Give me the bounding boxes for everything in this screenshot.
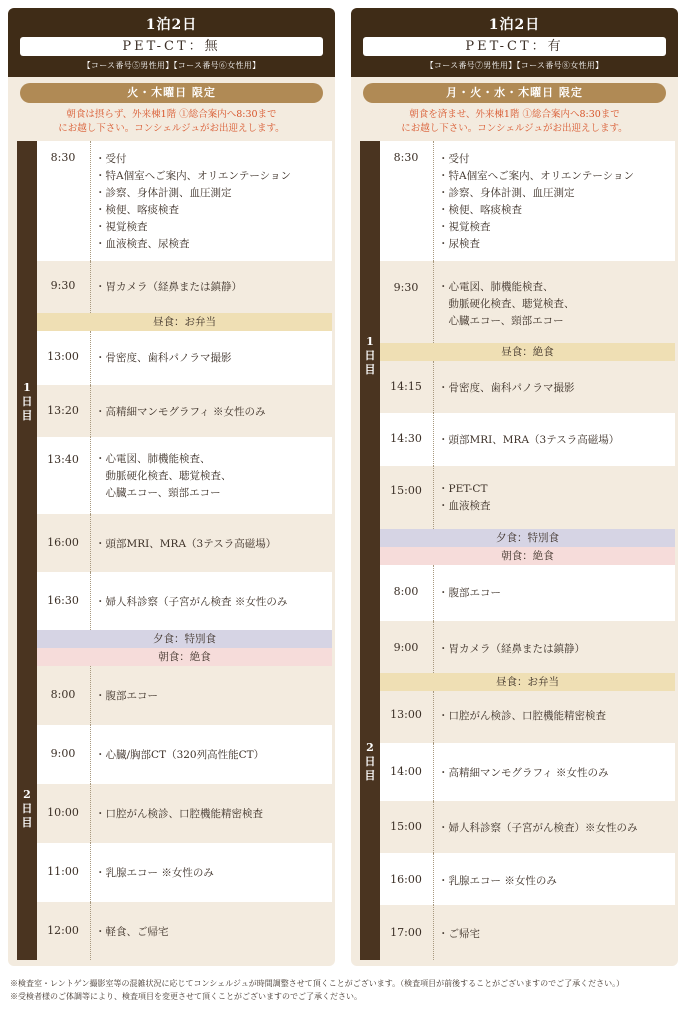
schedule-row	[380, 141, 675, 261]
schedule-row	[380, 691, 675, 743]
schedule-row	[380, 801, 675, 853]
schedule-row	[37, 437, 332, 514]
row-time: 13:40	[47, 453, 79, 466]
row-item: ・ご帰宅	[438, 928, 480, 940]
row-time: 15:00	[390, 484, 422, 497]
row-item: ・乳腺エコー ※女性のみ	[438, 875, 557, 887]
schedule-row	[37, 261, 332, 313]
day1-band: 1 日 目	[17, 141, 37, 648]
meal-dinner: 夕食：特別食	[37, 630, 332, 648]
row-item: ・婦人科診察（子宮がん検査 ※女性のみ	[95, 596, 288, 608]
row-time: 16:00	[390, 873, 422, 886]
row-time: 8:30	[50, 151, 76, 164]
row-time: 11:00	[47, 865, 79, 878]
footnotes	[10, 977, 624, 1003]
row-time: 16:30	[47, 594, 79, 607]
schedule-row	[37, 385, 332, 437]
row-item: ・視覚検査	[438, 221, 491, 233]
row-item: ・心臓/胸部CT（320列高性能CT）	[95, 749, 265, 761]
schedule-column-no-pet	[8, 8, 335, 966]
row-time: 14:00	[390, 765, 422, 778]
row-item: ・頭部MRI、MRA（3テスラ高磁場）	[438, 434, 620, 446]
meal-breakfast: 朝食：絶食	[37, 648, 332, 666]
row-item: ・検便、喀痰検査	[95, 204, 179, 216]
row-item: ・頭部MRI、MRA（3テスラ高磁場）	[95, 538, 277, 550]
arrival-notice: 朝食は摂らず、外来棟1階 ①総合案内へ8:30まで にお越し下さい。コンシェルジュがお出迎えします。	[58, 109, 285, 134]
row-time: 16:00	[47, 536, 79, 549]
row-item: ・婦人科診察（子宮がん検査）※女性のみ	[438, 822, 638, 834]
schedule-row	[380, 413, 675, 466]
column-header	[351, 8, 678, 77]
schedule-row	[380, 261, 675, 343]
row-item: ・視覚検査	[95, 221, 148, 233]
row-time: 9:30	[393, 281, 419, 294]
schedule-row	[380, 743, 675, 801]
row-time: 12:00	[47, 924, 79, 937]
day1-band: 1 日 目	[360, 141, 380, 551]
row-item: ・心電図、肺機能検査、	[438, 281, 554, 293]
row-item: ・受付	[438, 153, 470, 165]
row-item: ・診察、身体計測、血圧測定	[95, 187, 232, 199]
schedule-row	[380, 361, 675, 413]
schedule-row	[37, 784, 332, 843]
row-item: ・胃カメラ（経鼻または鎮静）	[438, 643, 585, 655]
row-item: ・口腔がん検診、口腔機能精密検査	[438, 710, 606, 722]
column-header	[8, 8, 335, 77]
schedule-row	[380, 565, 675, 621]
footnote: ※受検者様のご体調等により、検査項目を変更させて頂くことがございますのでご了承ください。	[10, 992, 362, 1001]
schedule-row	[37, 902, 332, 960]
row-item: ・PET-CT	[438, 483, 488, 495]
row-item: ・胃カメラ（経鼻または鎮静）	[95, 281, 242, 293]
row-time: 13:20	[47, 404, 79, 417]
plan-title: 1泊2日	[488, 17, 541, 33]
pet-ct-label: PET-CT：有	[363, 37, 666, 56]
row-item: ・高精細マンモグラフィ ※女性のみ	[95, 406, 266, 418]
row-time: 17:00	[390, 926, 422, 939]
schedule-column-with-pet	[351, 8, 678, 966]
row-item: ・骨密度、歯科パノラマ撮影	[95, 352, 232, 364]
row-item: ・心電図、肺機能検査、	[95, 453, 211, 465]
meal-lunch-day2: 昼食：お弁当	[380, 673, 675, 691]
days-limited-badge: 月・火・水・木曜日 限定	[363, 83, 666, 103]
row-item: ・血液検査、尿検査	[95, 238, 190, 250]
row-item: ・特A個室へご案内、オリエンテーション	[95, 170, 291, 182]
row-item: ・軽食、ご帰宅	[95, 926, 169, 938]
row-time: 8:30	[393, 151, 419, 164]
schedule-row	[37, 572, 332, 630]
meal-lunch-day1: 昼食：絶食	[380, 343, 675, 361]
schedule-row	[37, 843, 332, 902]
row-item: 動脈硬化検査、聴覚検査、	[95, 470, 232, 482]
row-item: ・骨密度、歯科パノラマ撮影	[438, 382, 575, 394]
schedule-row	[37, 725, 332, 784]
row-time: 14:15	[390, 380, 422, 393]
row-time: 15:00	[390, 820, 422, 833]
meal-lunch: 昼食：お弁当	[37, 313, 332, 331]
schedule-row	[380, 621, 675, 673]
row-time: 13:00	[47, 350, 79, 363]
schedule-row	[380, 466, 675, 529]
row-item: ・診察、身体計測、血圧測定	[438, 187, 575, 199]
row-item: ・尿検査	[438, 238, 480, 250]
day2-band: 2 日 目	[17, 648, 37, 960]
row-item: ・受付	[95, 153, 127, 165]
course-numbers: 【コース番号⑤男性用】【コース番号⑥女性用】	[82, 61, 261, 70]
plan-title: 1泊2日	[145, 17, 198, 33]
arrival-notice: 朝食を済ませ、外来棟1階 ①総合案内へ8:30まで にお越し下さい。コンシェルジュがお出迎えします。	[401, 109, 628, 134]
meal-dinner: 夕食：特別食	[380, 529, 675, 547]
schedule-row	[380, 853, 675, 905]
row-item: ・腹部エコー	[95, 690, 158, 702]
schedule-row	[380, 905, 675, 960]
day2-band: 2 日 目	[360, 551, 380, 960]
row-time: 9:30	[50, 279, 76, 292]
schedule-row	[37, 666, 332, 725]
days-limited-badge: 火・木曜日 限定	[20, 83, 323, 103]
row-time: 8:00	[50, 688, 76, 701]
row-time: 9:00	[393, 641, 419, 654]
row-time: 8:00	[393, 585, 419, 598]
row-item: ・高精細マンモグラフィ ※女性のみ	[438, 767, 609, 779]
row-time: 14:30	[390, 432, 422, 445]
pet-ct-label: PET-CT：無	[20, 37, 323, 56]
row-item: ・特A個室へご案内、オリエンテーション	[438, 170, 634, 182]
schedule-row	[37, 141, 332, 261]
row-item: 心臓エコー、頸部エコー	[95, 487, 221, 499]
footnote: ※検査室・レントゲン撮影室等の混雑状況に応じてコンシェルジュが時間調整させて頂くことがございます。（検査項目が前後することがございますのでご了承ください。）	[10, 979, 625, 988]
schedule-row	[37, 514, 332, 572]
row-time: 10:00	[47, 806, 79, 819]
course-numbers: 【コース番号⑦男性用】【コース番号⑧女性用】	[425, 61, 604, 70]
row-time: 9:00	[50, 747, 76, 760]
row-item: ・腹部エコー	[438, 587, 501, 599]
row-item: ・検便、喀痰検査	[438, 204, 522, 216]
row-item: ・血液検査	[438, 500, 491, 512]
row-item: 動脈硬化検査、聴覚検査、	[438, 298, 575, 310]
row-time: 13:00	[390, 708, 422, 721]
row-item: 心臓エコー、頸部エコー	[438, 315, 564, 327]
row-item: ・口腔がん検診、口腔機能精密検査	[95, 808, 263, 820]
meal-breakfast: 朝食：絶食	[380, 547, 675, 565]
row-item: ・乳腺エコー ※女性のみ	[95, 867, 214, 879]
schedule-row	[37, 331, 332, 385]
